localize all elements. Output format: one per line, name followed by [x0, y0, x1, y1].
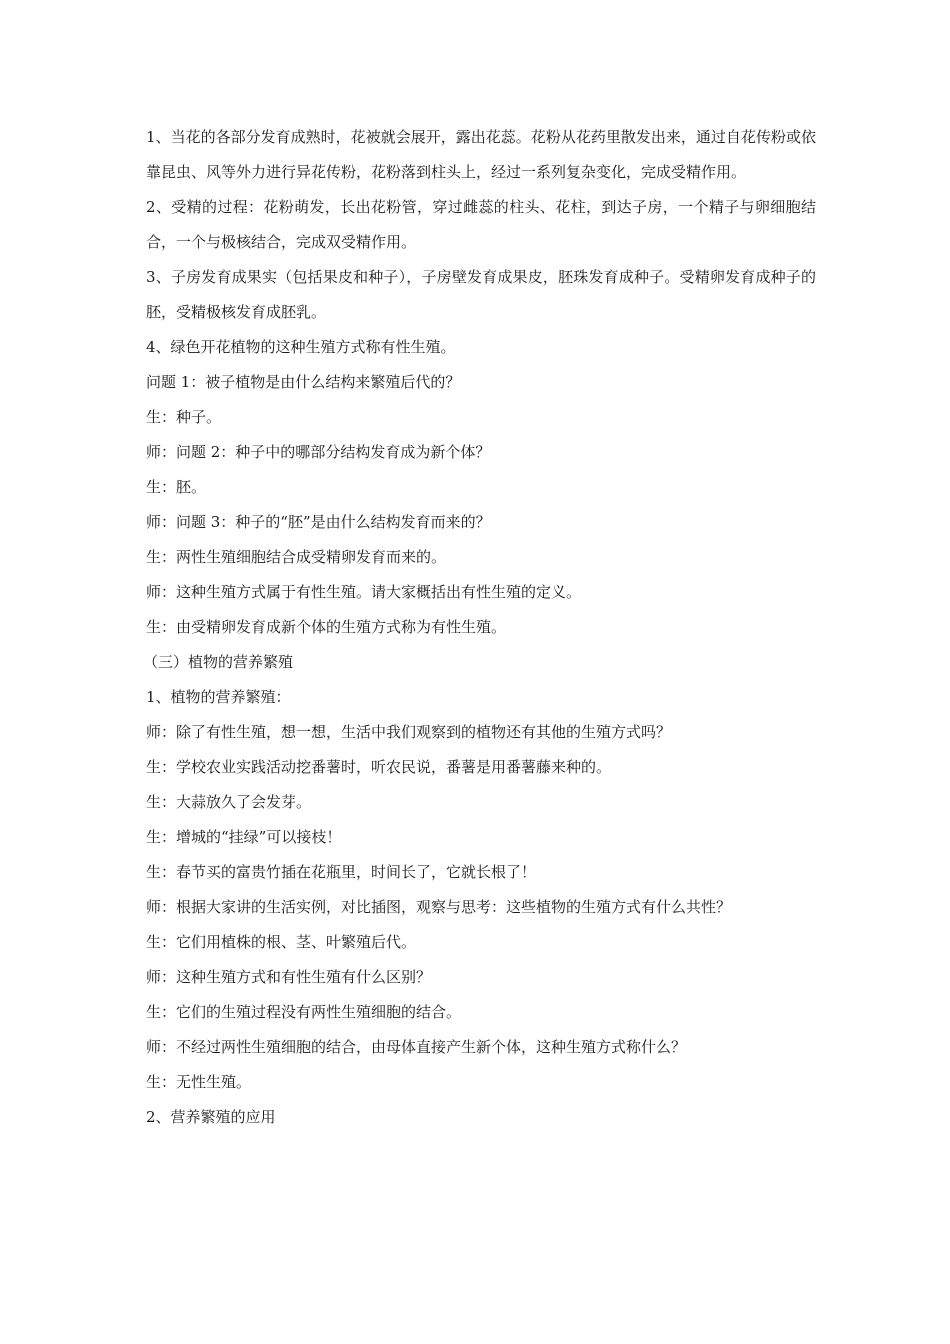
paragraph-fertilization-process: 2、受精的过程：花粉萌发，长出花粉管，穿过雌蕊的柱头、花柱，到达子房，一个精子与卵细胞结合，一个与极核结合，完成双受精作用。	[146, 198, 816, 251]
subheading-vegetative-propagation: 1、植物的营养繁殖：	[146, 688, 291, 706]
dialogue-student-grafting: 生：增城的“挂绿”可以接枝！	[146, 828, 342, 846]
dialogue-teacher-commonality: 师：根据大家讲的生活实例，对比插图，观察与思考：这些植物的生殖方式有什么共性？	[146, 898, 732, 916]
section-heading-vegetative-propagation: （三）植物的营养繁殖	[143, 653, 294, 671]
dialogue-student-sweet-potato: 生：学校农业实践活动挖番薯时，听农民说，番薯是用番薯藤来种的。	[146, 758, 612, 776]
dialogue-answer-zygote: 生：两性生殖细胞结合成受精卵发育而来的。	[146, 548, 447, 566]
paragraph-sexual-reproduction: 4、绿色开花植物的这种生殖方式称有性生殖。	[146, 338, 456, 356]
dialogue-teacher-other-methods: 师：除了有性生殖，想一想，生活中我们观察到的植物还有其他的生殖方式吗？	[146, 723, 672, 741]
dialogue-answer-embryo: 生：胚。	[146, 478, 207, 496]
subheading-propagation-applications: 2、营养繁殖的应用	[146, 1108, 276, 1126]
dialogue-student-bamboo: 生：春节买的富贵竹插在花瓶里，时间长了，它就长根了！	[146, 863, 537, 881]
dialogue-student-garlic: 生：大蒜放久了会发芽。	[146, 793, 312, 811]
dialogue-teacher-difference: 师：这种生殖方式和有性生殖有什么区别？	[146, 968, 432, 986]
paragraph-ovary-development: 3、子房发育成果实（包括果皮和种子），子房壁发育成果皮，胚珠发育成种子。受精卵发育成种子的胚，受精极核发育成胚乳。	[146, 268, 816, 321]
dialogue-student-no-gametes: 生：它们的生殖过程没有两性生殖细胞的结合。	[146, 1003, 462, 1021]
dialogue-teacher-definition-prompt: 师：这种生殖方式属于有性生殖。请大家概括出有性生殖的定义。	[146, 583, 582, 601]
dialogue-question-1: 问题 1：被子植物是由什么结构来繁殖后代的？	[146, 373, 461, 391]
document-body	[143, 120, 816, 1135]
dialogue-answer-definition: 生：由受精卵发育成新个体的生殖方式称为有性生殖。	[146, 618, 507, 636]
paragraph-flower-pollination: 1、当花的各部分发育成熟时，花被就会展开，露出花蕊。花粉从花药里散发出来，通过自花传粉或依靠昆虫、风等外力进行异花传粉，花粉落到柱头上，经过一系列复杂变化，完成受精作用。	[146, 128, 816, 181]
dialogue-answer-seed: 生：种子。	[146, 408, 222, 426]
dialogue-student-roots-stems-leaves: 生：它们用植株的根、茎、叶繁殖后代。	[146, 933, 417, 951]
dialogue-question-3: 师：问题 3：种子的“胚”是由什么结构发育而来的？	[146, 513, 491, 531]
dialogue-question-2: 师：问题 2：种子中的哪部分结构发育成为新个体？	[146, 443, 491, 461]
dialogue-teacher-asexual-prompt: 师：不经过两性生殖细胞的结合，由母体直接产生新个体，这种生殖方式称什么？	[146, 1038, 687, 1056]
dialogue-student-asexual: 生：无性生殖。	[146, 1073, 252, 1091]
